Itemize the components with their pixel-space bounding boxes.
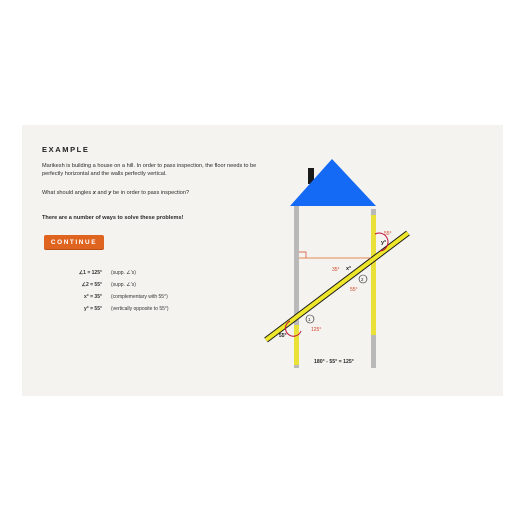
label-125: 125°: [311, 327, 322, 333]
example-slide: [22, 125, 503, 396]
label-circle-2: 2: [361, 277, 364, 282]
label-55-mid: 55°: [350, 287, 358, 293]
label-35: 35°: [332, 267, 340, 273]
solution-angle2: ∠2 = 55°: [81, 282, 102, 288]
solution-reason-y: (vertically opposite to 55°): [111, 306, 169, 312]
roof: [290, 159, 376, 206]
example-heading: EXAMPLE: [42, 145, 90, 154]
solution-reason1: (supp. ∠'s): [111, 270, 136, 276]
solution-reason-x: (complementary with 55°): [111, 294, 168, 300]
solution-angle-y: y° = 55°: [83, 306, 102, 312]
label-55-top: 55°: [384, 231, 392, 237]
left-wall-highlight: [294, 325, 299, 365]
right-angle-marker: [299, 252, 306, 258]
solution-angle1: ∠1 = 125°: [78, 270, 102, 276]
label-55-left: 55°: [279, 333, 287, 339]
solution-reason2: (supp. ∠'s): [111, 282, 136, 288]
label-y: y°: [381, 240, 387, 246]
question-text: What should angles x and y be in order to pass inspection?: [42, 190, 190, 196]
hint-text: There are a number of ways to solve these problems!: [42, 215, 184, 221]
label-x: x°: [346, 266, 352, 272]
equation-text: 180° - 55° = 125°: [314, 359, 354, 365]
hill: [266, 233, 408, 340]
label-circle-1: 1: [308, 317, 311, 322]
solution-angle-x: x° = 35°: [83, 294, 102, 300]
house-on-hill-diagram: [254, 151, 494, 373]
problem-statement: Marikesh is building a house on a hill. In order to pass inspection, the floor needs to be perfectly horizontal and the walls perfectly vertical.: [42, 163, 257, 178]
right-wall-highlight: [371, 215, 376, 335]
continue-button[interactable]: CONTINUE: [44, 235, 104, 249]
